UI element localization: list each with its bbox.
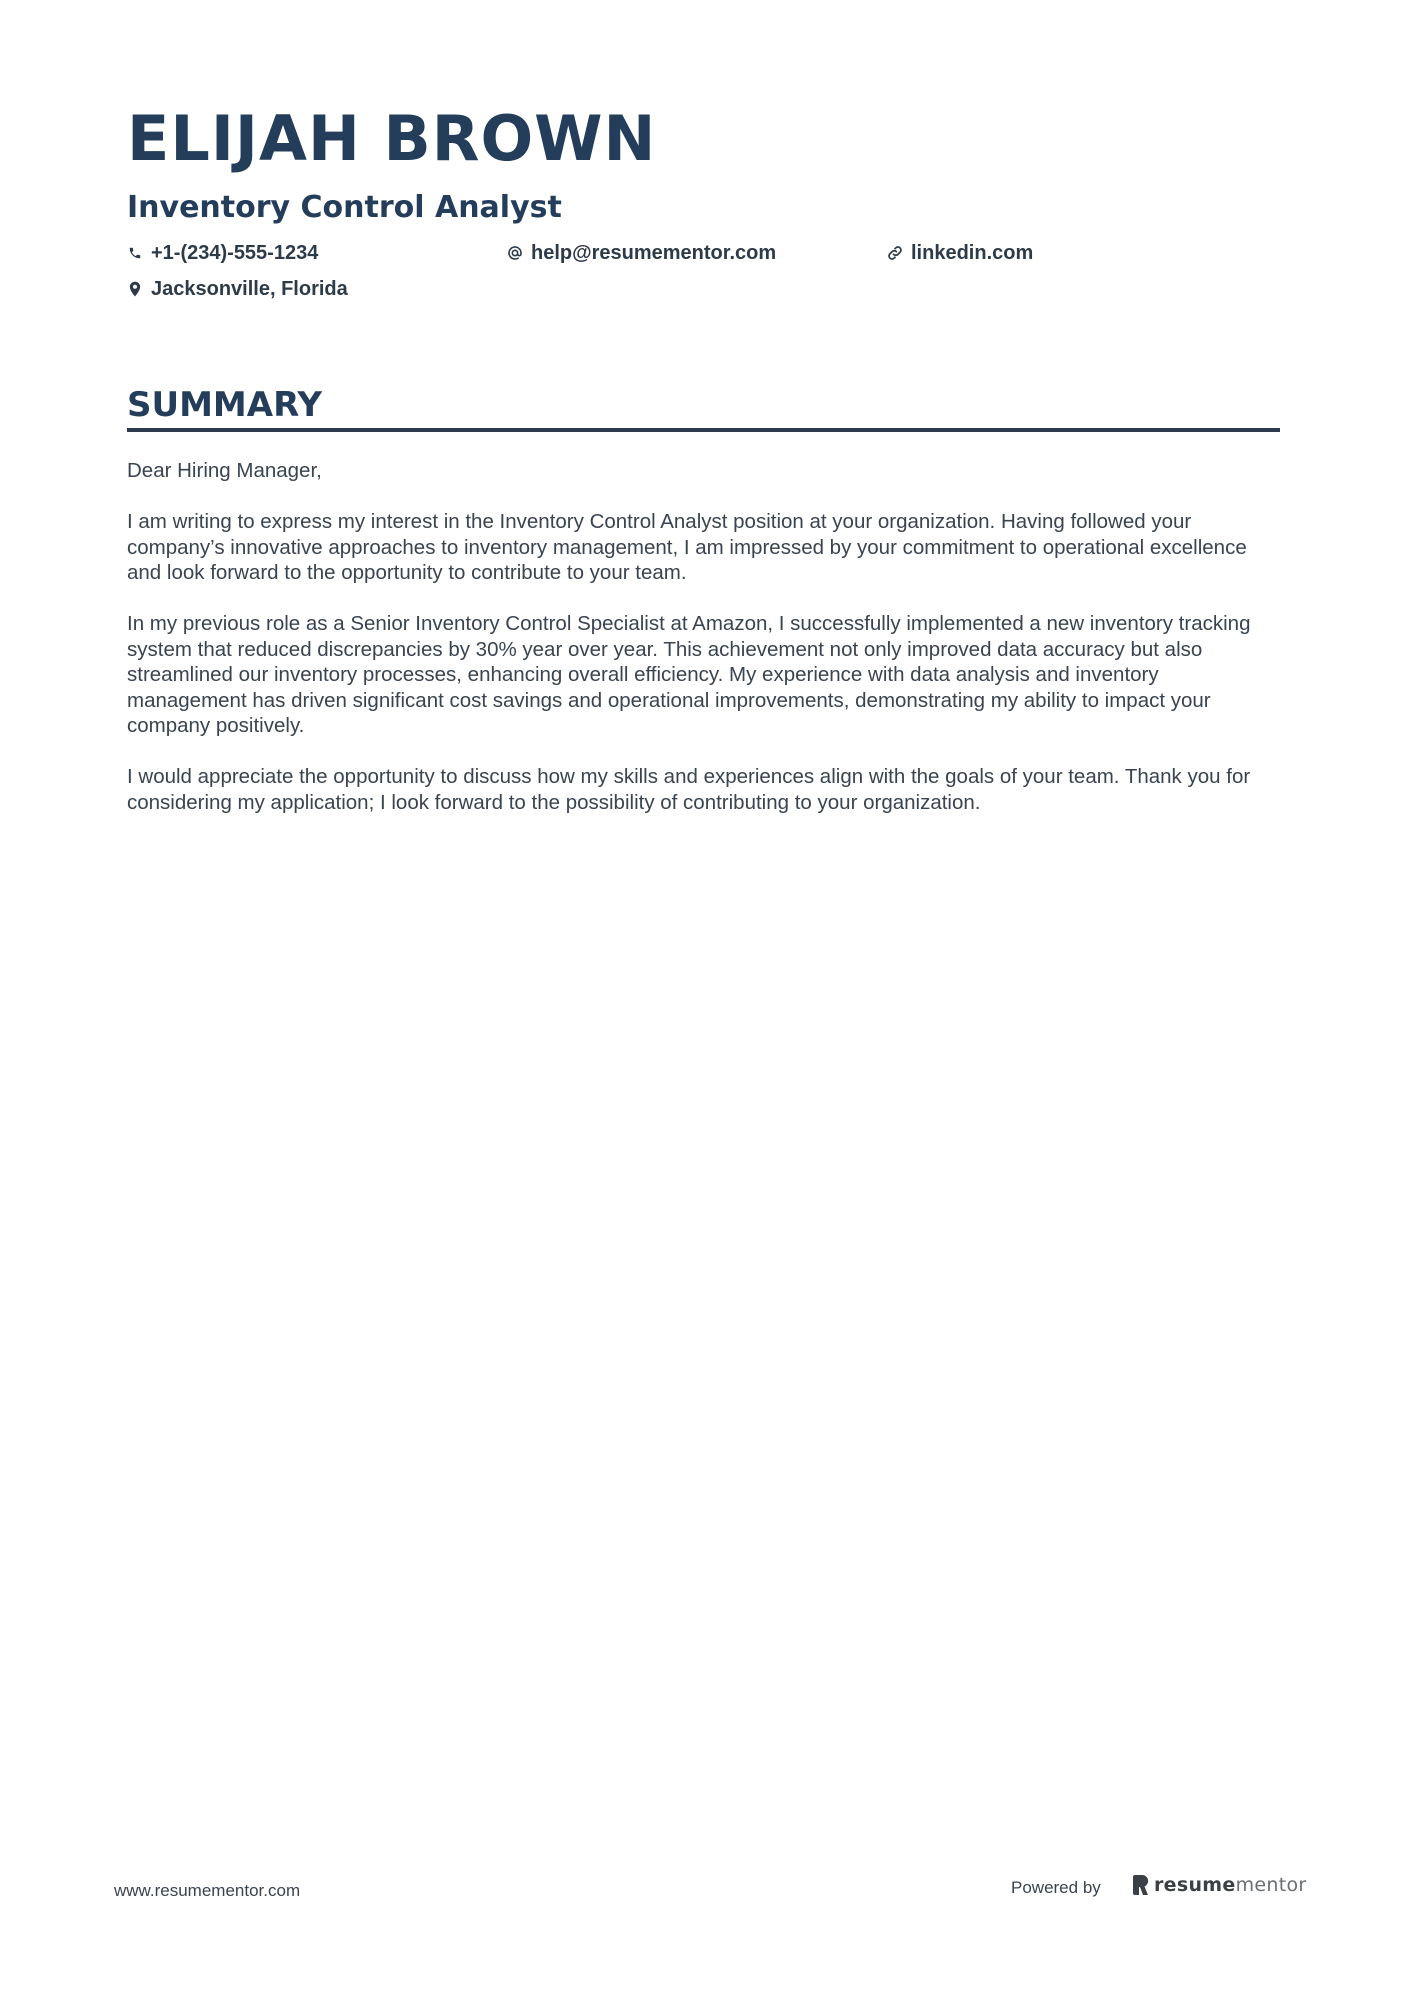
email-value: help@resumementor.com [531,242,777,264]
link-icon [887,245,903,261]
brand-name-light: mentor [1235,1874,1307,1896]
letter-paragraph: I would appreciate the opportunity to discuss how my skills and experiences align with the goals of your team. Thank you for considering my application; I look forward to the possibility of contributing to your organization. [127,765,1251,814]
location-value: Jacksonville, Florida [151,278,348,300]
brand-name [1154,1874,1307,1896]
contact-phone [127,243,318,263]
map-pin-icon [127,281,143,297]
contact-email [507,243,776,263]
section-title-summary: SUMMARY [127,385,323,425]
phone-icon [127,245,143,261]
letter-body [127,458,1282,841]
contact-location [127,279,348,299]
letter-greeting: Dear Hiring Manager, [127,459,322,482]
footer-website-link[interactable]: www.resumementor.com [114,1881,301,1900]
candidate-name: ELIJAH BROWN [127,102,657,175]
letter-paragraph: I am writing to express my interest in the Inventory Control Analyst position at your organization. Having followed your company’s innovative approaches to inventory management, I am impressed by your commitment to operational excellence and look forward to the opportunity to contribute to your team. [127,510,1247,584]
job-title: Inventory Control Analyst [127,190,562,225]
at-sign-icon [507,245,523,261]
resumementor-logo-icon [1133,1875,1149,1895]
contact-link [887,243,1033,263]
brand-logo[interactable] [1133,1874,1307,1896]
section-divider [127,428,1280,432]
powered-by-label: Powered by [1011,1878,1101,1897]
phone-value: +1-(234)-555-1234 [151,242,319,264]
link-value: linkedin.com [911,242,1034,264]
letter-paragraph: In my previous role as a Senior Inventory Control Specialist at Amazon, I successfully implemented a new inventory tracking system that reduced discrepancies by 30% year over year. This achievement not only improved data accuracy but also streamlined our inventory processes, enhancing overall efficiency. My experience with data analysis and inventory management has driven significant cost savings and operational improvements, demonstrating my ability to impact your company positively. [127,612,1251,737]
brand-name-bold: resume [1154,1874,1236,1896]
